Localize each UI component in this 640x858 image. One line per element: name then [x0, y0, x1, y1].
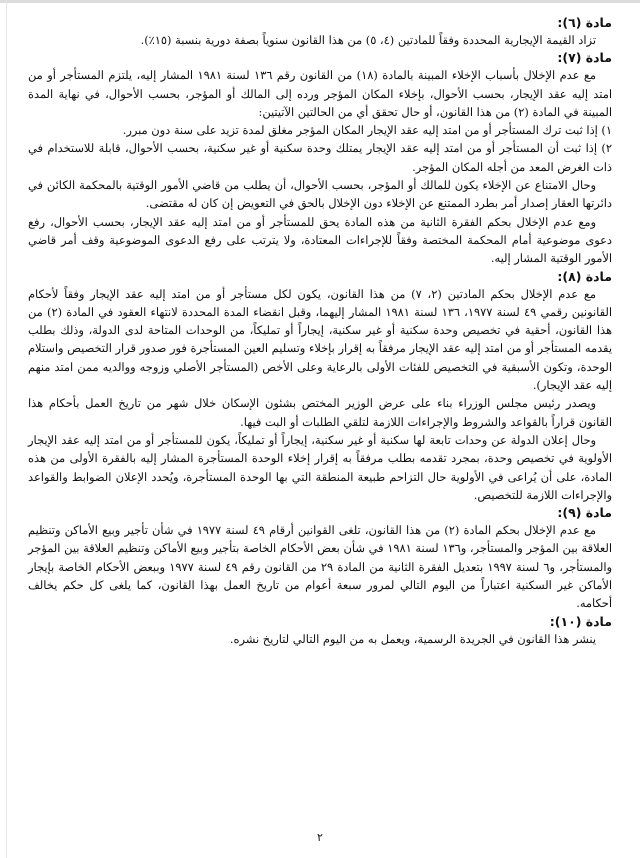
article-7-item-2: ٢) إذا ثبت أن المستأجر أو من امتد إليه عقد الإيجار يمتلك وحدة سكنية أو غير سكنية، بحسب الأحوال، قابلة للاستخدام في ذات الغرض المعد من أجله المكان المؤجر. — [28, 141, 612, 174]
article-7-paragraph-2: وحال الامتناع عن الإخلاء يكون للمالك أو المؤجر، بحسب الأحوال، أن يطلب من قاضي الأمور الوقتية بالمحكمة الكائن في دائرتها العقار إصدار أمر بطرد الممتنع عن الإخلاء دون الإخلال بالحق في التعويض إن كان له مقتضى. — [28, 178, 612, 211]
article-10-heading: مادة (١٠): — [549, 613, 612, 629]
article-7-paragraph-1: مع عدم الإخلال بأسباب الإخلاء المبينة بالمادة (١٨) من القانون رقم ١٣٦ لسنة ١٩٨١ المشار إليه، يلتزم المستأجر أو من امتد إليه عقد الإيجار، بحسب الأحوال، بإخلاء المكان المؤجر ورده إلى المالك أو المؤجر، بحسب الأحوال، في نهاية المدة المبينة في المادة (٢) من هذا القانون، أو حال تحقق أي من الحالتين الآتيتين: — [28, 68, 612, 119]
page-number: ٢ — [317, 831, 323, 844]
article-10 — [28, 613, 612, 648]
article-7-item-1: ١) إذا ثبت ترك المستأجر أو من امتد إليه عقد الإيجار المكان المؤجر مغلق لمدة تزيد على سنة دون مبرر. — [122, 123, 612, 138]
article-7 — [28, 49, 612, 267]
article-8-heading: مادة (٨): — [557, 268, 612, 284]
top-border — [0, 0, 640, 3]
article-8-paragraph-2: ويصدر رئيس مجلس الوزراء بناء على عرض الوزير المختص بشئون الإسكان خلال شهر من تاريخ العمل بأحكام هذا القانون قراراً بالقواعد والشروط والإجراءات اللازمة لتلقي الطلبات أو البت فيها. — [28, 396, 612, 429]
article-7-paragraph-3: ومع عدم الإخلال بحكم الفقرة الثانية من هذه المادة يحق للمستأجر أو من امتد إليه عقد الإيجار، بحسب الأحوال، رفع دعوى موضوعية أمام المحكمة المختصة وفقاً للإجراءات المعتادة، ولا يترتب على رفع الدعوى الموضوعية وقف أمر قاضي الأمور الوقتية المشار إليه. — [28, 214, 612, 266]
article-8-paragraph-3: وحال إعلان الدولة عن وحدات تابعة لها سكنية أو غير سكنية، إيجاراً أو تمليكاً، يكون للمستأجر أو من امتد إليه عقد الإيجار الأولوية في تخصيص وحدة، بمجرد تقدمه بطلب مرفقاً به إقرار إخلاء الوحدة المستأجرة المشار إليه بالفقرة الأولى من هذه المادة، على أن يُراعى في الأولوية حال التزاحم طبيعة المنطقة التي بها الوحدة المستأجرة، ويُحدد الإعلان الضوابط والقواعد والإجراءات اللازمة للتخصيص. — [28, 432, 612, 502]
article-9 — [28, 504, 612, 612]
article-9-heading: مادة (٩): — [557, 505, 612, 521]
article-7-heading: مادة (٧): — [557, 50, 612, 66]
article-6-paragraph-1: تزاد القيمة الإيجارية المحددة وفقاً للمادتين (٤، ٥) من هذا القانون سنوياً بصفة دورية بنسبة (١٥٪). — [140, 33, 596, 47]
article-8-paragraph-1: مع عدم الإخلال بحكم المادتين (٢، ٧) من هذا القانون، يكون لكل مستأجر أو من امتد إليه عقد الإيجار وفقاً لأحكام القانونين رقمي ٤٩ لسنة ١٩٧٧، ١٣٦ لسنة ١٩٨١ المشار إليهما، وقبل انقضاء المدة المحددة لانتهاء العقود في المادة (٢) من هذا القانون، أحقية في تخصيص وحدة سكنية أو غير سكنية، إيجاراً أو تمليكاً، من الوحدات المتاحة لدى الدولة، وذلك بطلب يقدمه المستأجر أو من امتد إليه عقد الإيجار مرفقاً به إقرار بإخلاء وتسليم العين المستأجرة فور صدور قرار التخصيص واستلام الوحدة، وتكون الأسبقية في التخصيص للفئات الأولى بالرعاية وعلى الأخص (المستأجر الأصلي وزوجه ووالديه ممن امتد منهم إليه عقد الإيجار). — [28, 286, 612, 393]
article-8 — [28, 268, 612, 505]
article-9-paragraph-1: مع عدم الإخلال بحكم المادة (٢) من هذا القانون، تلغى القوانين أرقام ٤٩ لسنة ١٩٧٧ في شأن تأجير وبيع الأماكن وتنظيم العلاقة بين المؤجر والمستأجر، و١٣٦ لسنة ١٩٨١ في شأن بعض الأحكام الخاصة بتأجير وبيع الأماكن وتنظيم العلاقة بين المؤجر والمستأجر، و٦ لسنة ١٩٩٧ بتعديل الفقرة الثانية من المادة ٢٩ من القانون رقم ٤٩ لسنة ١٩٧٧ وببعض الأحكام الخاصة بإيجار الأماكن غير السكنية اعتباراً من اليوم التالي لمرور سبعة أعوام من تاريخ العمل بهذا القانون، كما يلغى كل حكم يخالف أحكامه. — [28, 523, 613, 611]
article-10-paragraph-1: ينشر هذا القانون في الجريدة الرسمية، ويعمل به من اليوم التالي لتاريخ نشره. — [229, 631, 596, 646]
article-6 — [28, 14, 612, 49]
left-border — [6, 0, 7, 858]
article-6-heading: مادة (٦): — [557, 15, 612, 30]
